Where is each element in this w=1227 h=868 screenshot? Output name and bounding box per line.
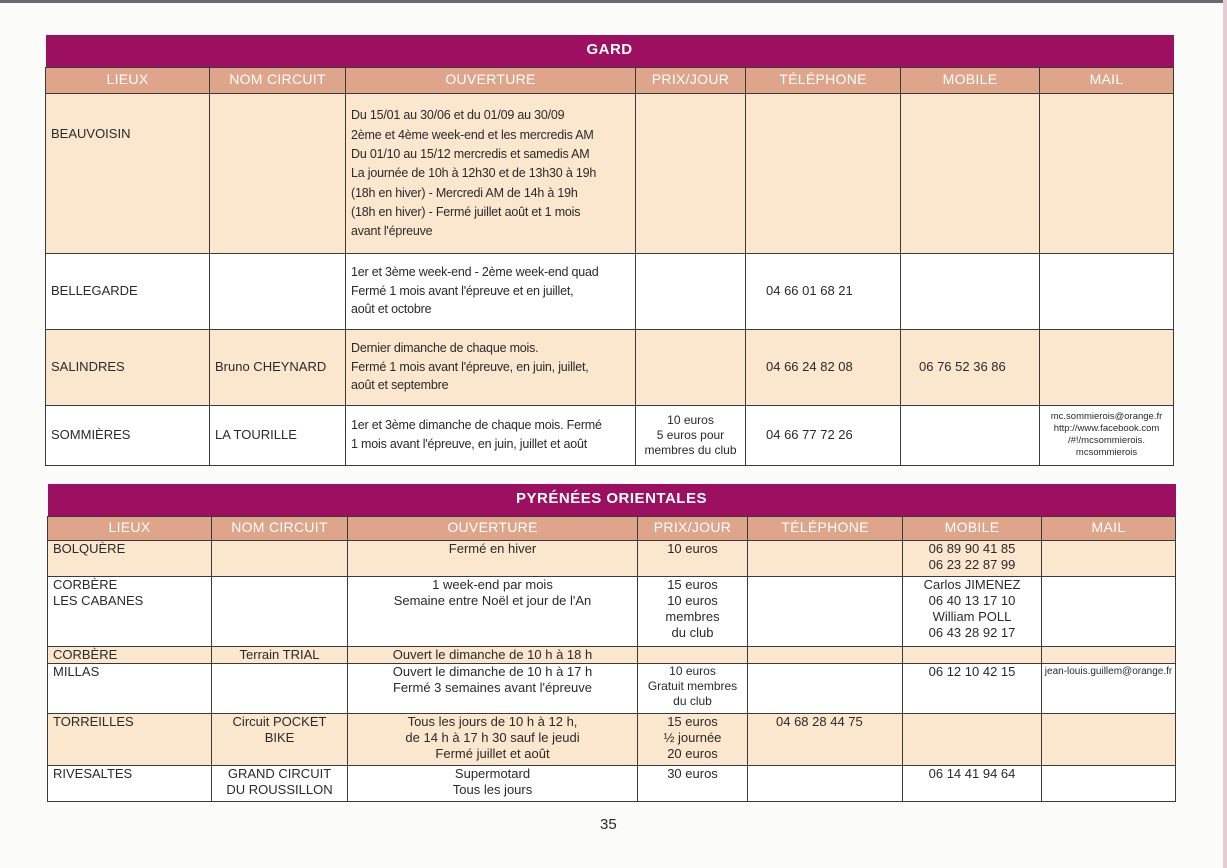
table-row	[46, 93, 1174, 253]
cell-lieu: SOMMIÈRES	[46, 405, 210, 465]
cell-mobile	[901, 93, 1040, 253]
cell-prix: 10 euros Gratuit membres du club	[638, 663, 748, 713]
cell-circuit	[210, 253, 346, 329]
cell-mail: jean-louis.guillem@orange.fr	[1042, 663, 1176, 713]
table-row	[48, 765, 1176, 801]
table-row	[46, 253, 1174, 329]
cell-ouverture: Tous les jours de 10 h à 12 h, de 14 h à 17 h 30 sauf le jeudi Fermé juillet et août	[348, 713, 638, 765]
cell-mobile	[903, 646, 1042, 663]
cell-telephone	[748, 646, 903, 663]
cell-mail	[1040, 93, 1174, 253]
cell-telephone: 04 66 24 82 08	[746, 329, 901, 405]
cell-mobile: 06 89 90 41 85 06 23 22 87 99	[903, 540, 1042, 576]
header-ouverture: OUVERTURE	[346, 67, 636, 93]
header-nom-circuit: NOM CIRCUIT	[212, 516, 348, 540]
cell-circuit: GRAND CIRCUIT DU ROUSSILLON	[212, 765, 348, 801]
cell-ouverture: Fermé en hiver	[348, 540, 638, 576]
cell-prix	[638, 646, 748, 663]
top-border-line	[0, 0, 1227, 3]
cell-telephone	[748, 663, 903, 713]
table-row	[48, 576, 1176, 646]
po-header-row	[48, 516, 1176, 540]
header-telephone: TÉLÉPHONE	[748, 516, 903, 540]
gard-table	[45, 35, 1174, 466]
cell-mail	[1042, 765, 1176, 801]
header-mobile: MOBILE	[903, 516, 1042, 540]
cell-mail	[1040, 329, 1174, 405]
cell-ouverture: 1 week-end par mois Semaine entre Noël et jour de l'An	[348, 576, 638, 646]
cell-telephone: 04 68 28 44 75	[748, 713, 903, 765]
cell-lieu: BEAUVOISIN	[46, 93, 210, 253]
cell-circuit	[212, 540, 348, 576]
cell-telephone	[746, 93, 901, 253]
cell-circuit	[212, 576, 348, 646]
po-section-title: PYRÉNÉES ORIENTALES	[48, 484, 1176, 516]
header-lieux: LIEUX	[48, 516, 212, 540]
header-telephone: TÉLÉPHONE	[746, 67, 901, 93]
cell-telephone	[748, 576, 903, 646]
cell-mail	[1042, 646, 1176, 663]
cell-ouverture: Dernier dimanche de chaque mois. Fermé 1 mois avant l'épreuve, en juin, juillet, août et septembre	[346, 329, 636, 405]
cell-lieu: CORBÈRE LES CABANES	[48, 576, 212, 646]
cell-lieu: TORREILLES	[48, 713, 212, 765]
table-row	[46, 329, 1174, 405]
table-row	[48, 646, 1176, 663]
cell-ouverture: 1er et 3ème dimanche de chaque mois. Fermé 1 mois avant l'épreuve, en juin, juillet et août	[346, 405, 636, 465]
cell-mobile	[901, 253, 1040, 329]
table-row	[46, 405, 1174, 465]
cell-mobile	[903, 713, 1042, 765]
gard-header-row	[46, 67, 1174, 93]
cell-prix: 10 euros	[638, 540, 748, 576]
cell-circuit: Circuit POCKET BIKE	[212, 713, 348, 765]
cell-mail	[1040, 253, 1174, 329]
cell-ouverture: Ouvert le dimanche de 10 h à 18 h	[348, 646, 638, 663]
cell-telephone	[748, 765, 903, 801]
table-row	[48, 663, 1176, 713]
cell-prix: 10 euros 5 euros pour membres du club	[636, 405, 746, 465]
cell-telephone: 04 66 01 68 21	[746, 253, 901, 329]
cell-mobile: 06 76 52 36 86	[901, 329, 1040, 405]
cell-lieu: BELLEGARDE	[46, 253, 210, 329]
header-mail: MAIL	[1042, 516, 1176, 540]
cell-circuit: LA TOURILLE	[210, 405, 346, 465]
cell-prix	[636, 93, 746, 253]
right-page-edge	[1223, 0, 1227, 868]
header-prix-jour: PRIX/JOUR	[638, 516, 748, 540]
table-row	[48, 713, 1176, 765]
cell-mail	[1042, 713, 1176, 765]
cell-circuit	[212, 663, 348, 713]
cell-mail	[1042, 540, 1176, 576]
cell-telephone: 04 66 77 72 26	[746, 405, 901, 465]
cell-prix: 15 euros ½ journée 20 euros	[638, 713, 748, 765]
header-ouverture: OUVERTURE	[348, 516, 638, 540]
cell-mobile: 06 12 10 42 15	[903, 663, 1042, 713]
cell-prix: 15 euros 10 euros membres du club	[638, 576, 748, 646]
header-lieux: LIEUX	[46, 67, 210, 93]
header-prix-jour: PRIX/JOUR	[636, 67, 746, 93]
cell-mobile	[901, 405, 1040, 465]
cell-telephone	[748, 540, 903, 576]
cell-circuit: Terrain TRIAL	[212, 646, 348, 663]
page-number: 35	[600, 816, 617, 833]
cell-lieu: CORBÈRE	[48, 646, 212, 663]
table-row	[48, 540, 1176, 576]
cell-prix: 30 euros	[638, 765, 748, 801]
cell-lieu: SALINDRES	[46, 329, 210, 405]
cell-prix	[636, 329, 746, 405]
cell-ouverture: Supermotard Tous les jours	[348, 765, 638, 801]
cell-prix	[636, 253, 746, 329]
cell-circuit	[210, 93, 346, 253]
cell-mail: mc.sommierois@orange.fr http://www.facebook.com /#!/mcsommierois. mcsommierois	[1040, 405, 1174, 465]
cell-mail	[1042, 576, 1176, 646]
header-nom-circuit: NOM CIRCUIT	[210, 67, 346, 93]
cell-circuit: Bruno CHEYNARD	[210, 329, 346, 405]
cell-ouverture: Du 15/01 au 30/06 et du 01/09 au 30/09 2ème et 4ème week-end et les mercredis AM Du 01/10 au 15/12 mercredis et samedis AM La journée de 10h à 12h30 et de 13h30 à 19h (18h en hiver) - Mercredi AM de 14h à 19h (18h en hiver) - Fermé juillet août et 1 mois avant l'épreuve	[346, 93, 636, 253]
gard-section-title: GARD	[46, 35, 1174, 67]
pyrenees-orientales-table	[47, 484, 1176, 802]
header-mail: MAIL	[1040, 67, 1174, 93]
cell-lieu: RIVESALTES	[48, 765, 212, 801]
cell-lieu: BOLQUÈRE	[48, 540, 212, 576]
cell-ouverture: 1er et 3ème week-end - 2ème week-end quad Fermé 1 mois avant l'épreuve et en juillet, août et octobre	[346, 253, 636, 329]
cell-mobile: Carlos JIMENEZ 06 40 13 17 10 William POLL 06 43 28 92 17	[903, 576, 1042, 646]
cell-lieu: MILLAS	[48, 663, 212, 713]
cell-mobile: 06 14 41 94 64	[903, 765, 1042, 801]
cell-ouverture: Ouvert le dimanche de 10 h à 17 h Fermé 3 semaines avant l'épreuve	[348, 663, 638, 713]
header-mobile: MOBILE	[901, 67, 1040, 93]
